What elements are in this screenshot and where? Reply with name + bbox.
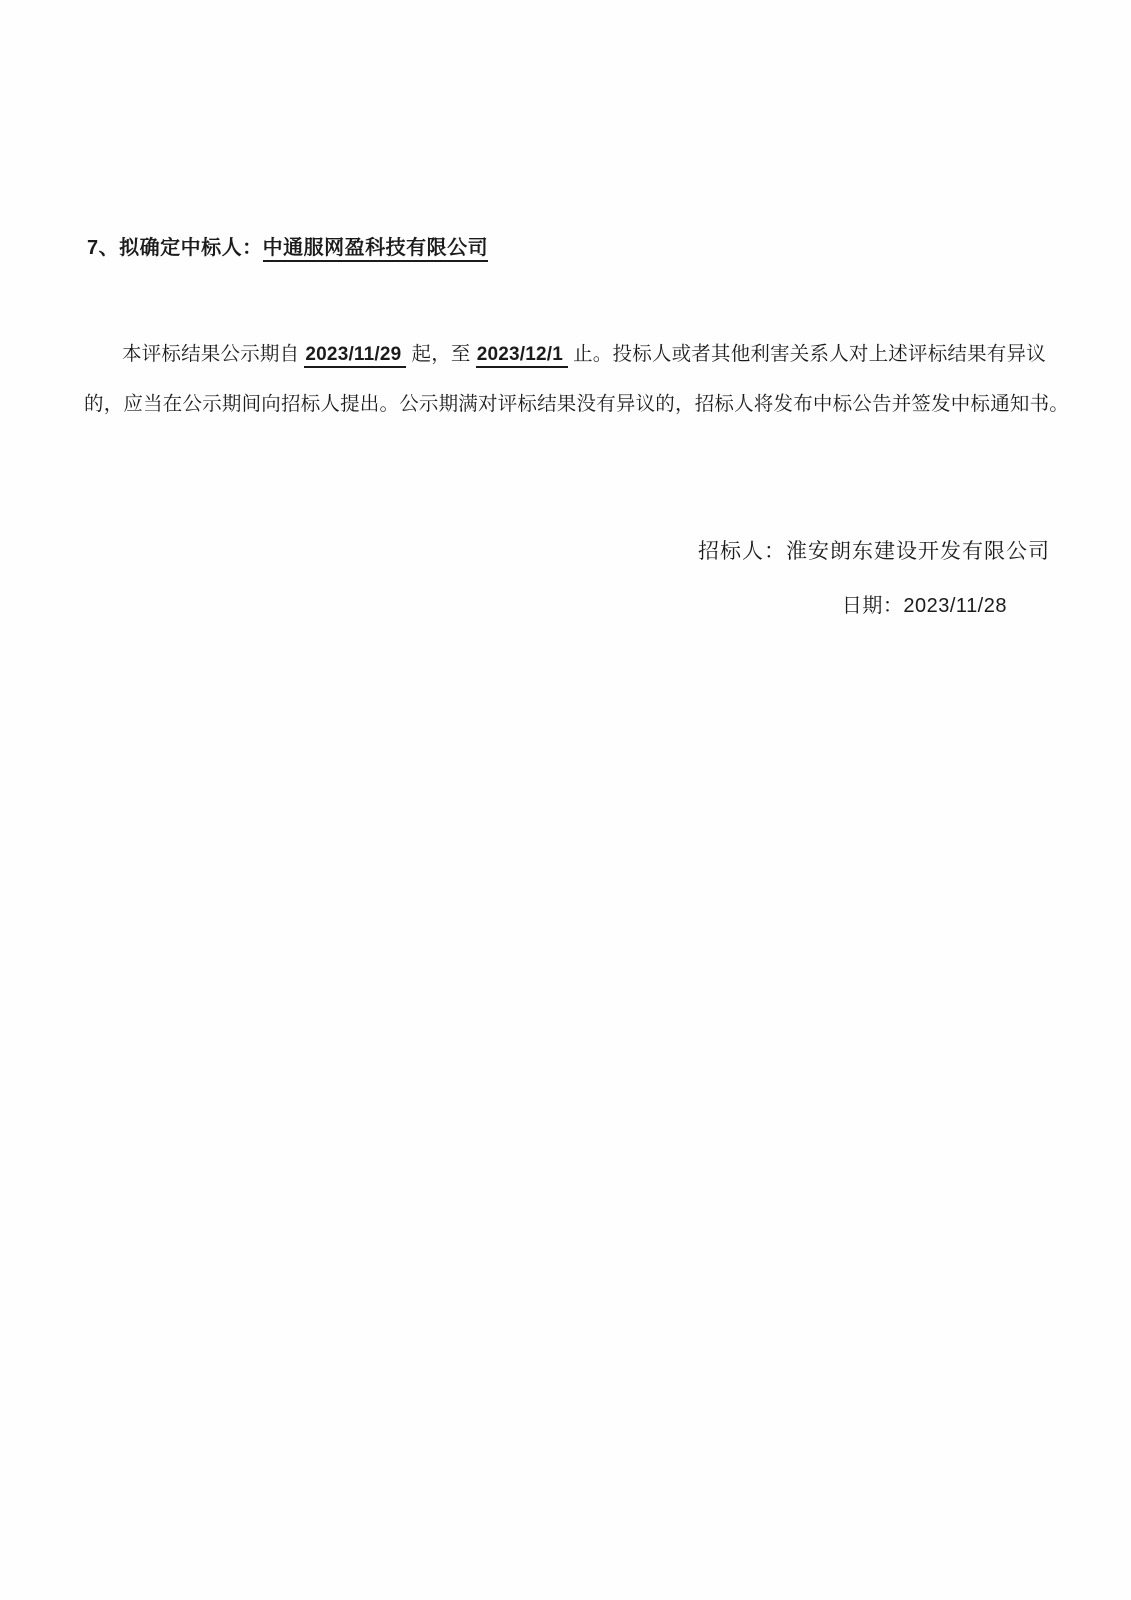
- section-heading: [87, 231, 488, 260]
- winner-company-name: 中通服网盈科技有限公司: [263, 237, 489, 262]
- publicity-start-date: 2023/11/29: [304, 344, 406, 368]
- tenderer-label: 招标人：: [698, 539, 786, 563]
- signature-date-line: [842, 589, 1007, 618]
- heading-prefix: 7、拟确定中标人：: [87, 237, 263, 259]
- tenderer-name: 淮安朗东建设开发有限公司: [786, 539, 1050, 563]
- notice-text-pre: 本评标结果公示期自: [122, 344, 305, 365]
- notice-text-post: 止。投标人或者其他利害关系人对上述评标结果有异议: [568, 344, 1046, 365]
- tenderer-signature-line: [698, 535, 1050, 565]
- notice-line-1: [122, 342, 1046, 368]
- publicity-end-date: 2023/12/1: [476, 344, 568, 368]
- date-label: 日期：: [841, 595, 904, 617]
- notice-line-2: 的，应当在公示期间向招标人提出。公示期满对评标结果没有异议的，招标人将发布中标公告并签发中标通知书。: [84, 394, 1070, 415]
- signature-date-value: 2023/11/28: [903, 595, 1007, 617]
- notice-text-mid: 起，至: [406, 344, 476, 365]
